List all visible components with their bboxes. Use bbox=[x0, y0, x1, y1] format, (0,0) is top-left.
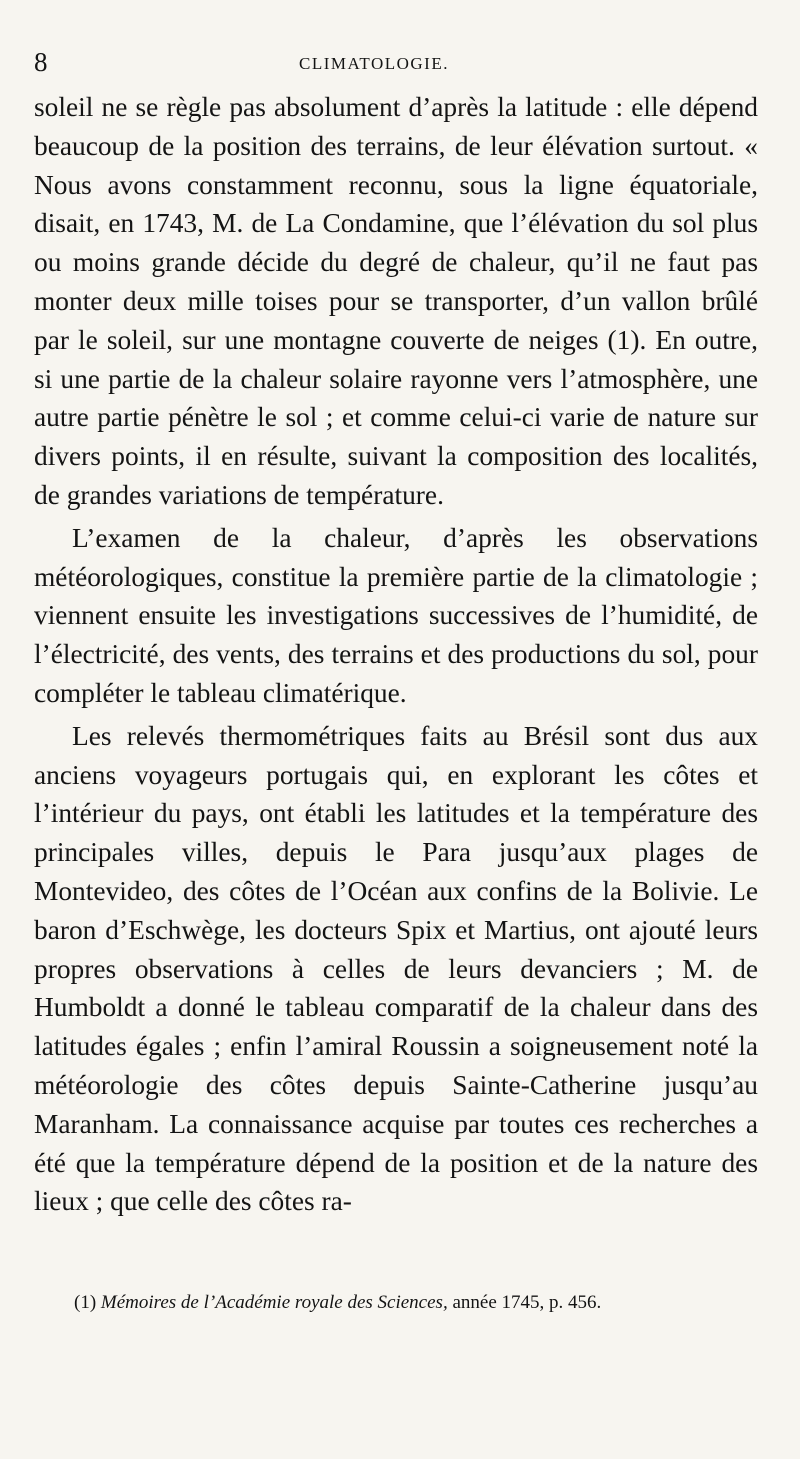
paragraph-1: soleil ne se règle pas absolument d’après la latitude : elle dépend beaucoup de la position des terrains, de leur élévation surtout. « Nous avons constamment reconnu, sous la ligne équatoriale, disait, en 1743, M. de La Condamine, que l’élévation du sol plus ou moins grande décide du degré de chaleur, qu’il ne faut pas monter deux mille toises pour se transporter, d’un vallon brûlé par le soleil, sur une montagne couverte de neiges (1). En outre, si une partie de la chaleur solaire rayonne vers l’atmosphère, une autre partie pénètre le sol ; et comme celui-ci varie de nature sur divers points, il en résulte, suivant la composition des localités, de grandes variations de température. bbox=[34, 92, 758, 510]
running-title: CLIMATOLOGIE. bbox=[299, 54, 449, 73]
paragraph-2: L’examen de la chaleur, d’après les observations météorologiques, constitue la première partie de la climatologie ; viennent ensuite les investigations successives de l’humidité, de l’électricité, des vents, des terrains et des productions du sol, pour compléter le tableau climatérique. bbox=[34, 522, 758, 708]
paragraph-3: Les relevés thermométriques faits au Brésil sont dus aux anciens voyageurs portugais qui, en explorant les côtes et l’intérieur du pays, ont établi les latitudes et la température des principales villes, depuis le Para jusqu’aux plages de Montevideo, des côtes de l’Océan aux confins de la Bolivie. Le baron d’Eschwège, les docteurs Spix et Martius, ont ajouté leurs propres observations à celles de leurs devanciers ; M. de Humboldt a donné le tableau comparatif de la chaleur dans des latitudes égales ; enfin l’amiral Roussin a soigneusement noté la météorologie des côtes depuis Sainte-Catherine jusqu’au Maranham. La connaissance acquise par toutes ces recherches a été que la température dépend de la position et de la nature des lieux ; que celle des côtes ra- bbox=[34, 720, 758, 1217]
footnote-title: Mémoires de l’Académie royale des Sciences, bbox=[100, 1292, 448, 1313]
body-text bbox=[34, 88, 758, 1225]
page-header bbox=[34, 44, 764, 80]
footnote-marker: (1) bbox=[74, 1292, 97, 1313]
footnote-rest: année 1745, p. 456. bbox=[452, 1292, 602, 1313]
page-number: 8 bbox=[34, 47, 48, 77]
footnote bbox=[74, 1289, 764, 1317]
